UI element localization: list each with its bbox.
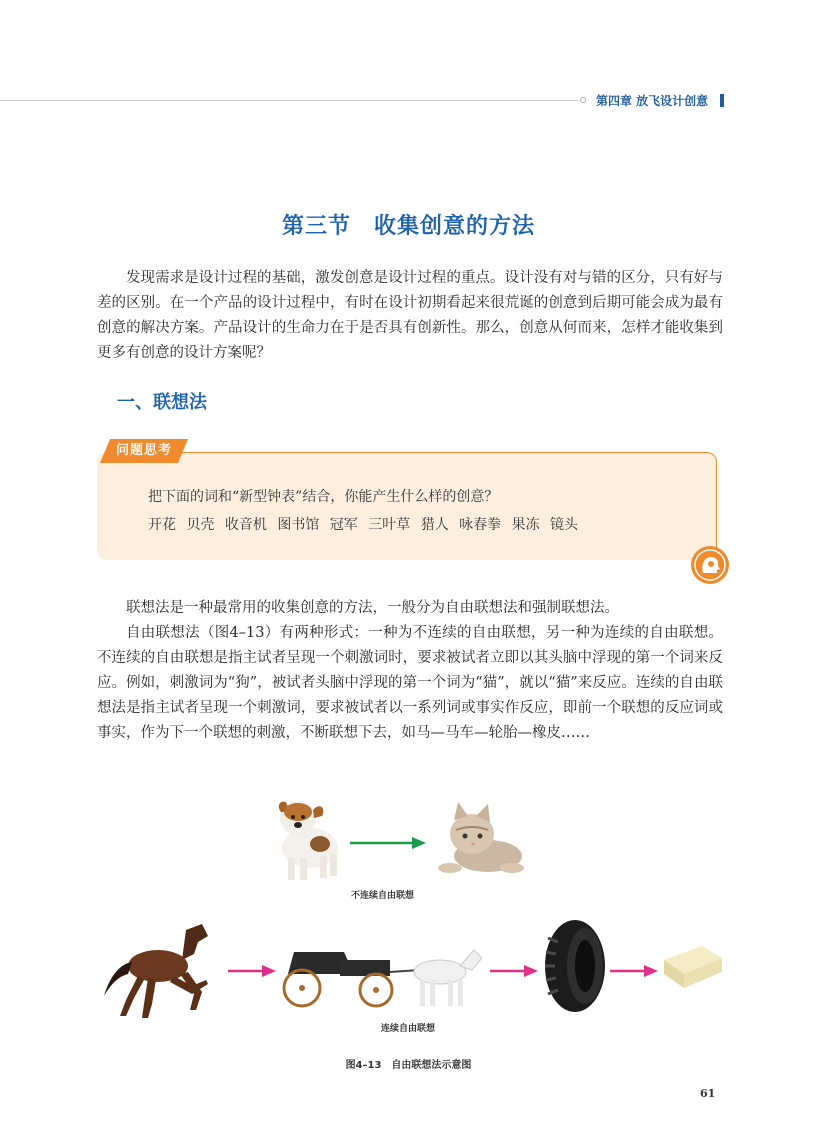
arrow-carriage-to-tire xyxy=(490,964,538,978)
horse-image xyxy=(98,920,218,1020)
kitten-image xyxy=(432,798,528,880)
header-rule-dot xyxy=(580,97,586,103)
discontinuous-label: 不连续自由联想 xyxy=(351,891,415,901)
think-box-frame xyxy=(170,452,717,560)
body-text xyxy=(97,596,723,746)
chapter-label: 第四章 放飞设计创意 xyxy=(596,94,709,108)
eraser-image xyxy=(660,942,724,992)
discontinuous-arrow xyxy=(350,836,428,850)
arrow-horse-to-carriage xyxy=(228,964,276,978)
arrow-tire-to-eraser xyxy=(610,964,658,978)
horse-carriage-image xyxy=(280,932,486,1012)
puppy-image xyxy=(268,790,358,885)
header-rule xyxy=(0,100,578,101)
page-number: 61 xyxy=(700,1087,716,1100)
chapter-marker-bar xyxy=(720,94,724,107)
think-box-label: 问题思考 xyxy=(115,443,172,458)
paragraph-association-intro: 联想法是一种最常用的收集创意的方法，一般分为自由联想法和强制联想法。 xyxy=(126,600,619,616)
subsection-heading: 一、联想法 xyxy=(117,392,207,413)
continuous-label: 连续自由联想 xyxy=(381,1024,436,1034)
head-lightbulb-icon xyxy=(690,545,730,585)
think-word-list: 开花 贝壳 收音机 图书馆 冠军 三叶草 猎人 咏春拳 果冻 镜头 xyxy=(148,517,579,533)
tire-image xyxy=(540,918,610,1014)
paragraph-free-association: 自由联想法（图4–13）有两种形式：一种为不连续的自由联想，另一种为连续的自由联想。不连续的自由联想是指主试者呈现一个刺激词时，要求被试者立即以其头脑中浮现的第一个词来反应。例如，刺激词为“狗”，被试者头脑中浮现的第一个词为“猫”，就以“猫”来反应。连续的自由联想法是指主试者呈现一个刺激词，要求被试者以一系列词或事实作反应，即前一个联想的反应词或事实，作为下一个联想的刺激，不断联想下去，如马—马车—轮胎—橡皮…… xyxy=(97,625,723,741)
figure-caption: 图4–13 自由联想法示意图 xyxy=(345,1060,472,1071)
think-question: 把下面的词和“新型钟表”结合，你能产生什么样的创意？ xyxy=(148,489,499,505)
section-title: 第三节 收集创意的方法 xyxy=(281,214,535,239)
intro-paragraph: 发现需求是设计过程的基础，激发创意是设计过程的重点。设计没有对与错的区分，只有好与差的区别。在一个产品的设计过程中，有时在设计初期看起来很荒诞的创意到后期可能会成为最有创意的解决方案。产品设计的生命力在于是否具有创新性。那么，创意从何而来，怎样才能收集到更多有创意的设计方案呢？ xyxy=(97,270,723,361)
